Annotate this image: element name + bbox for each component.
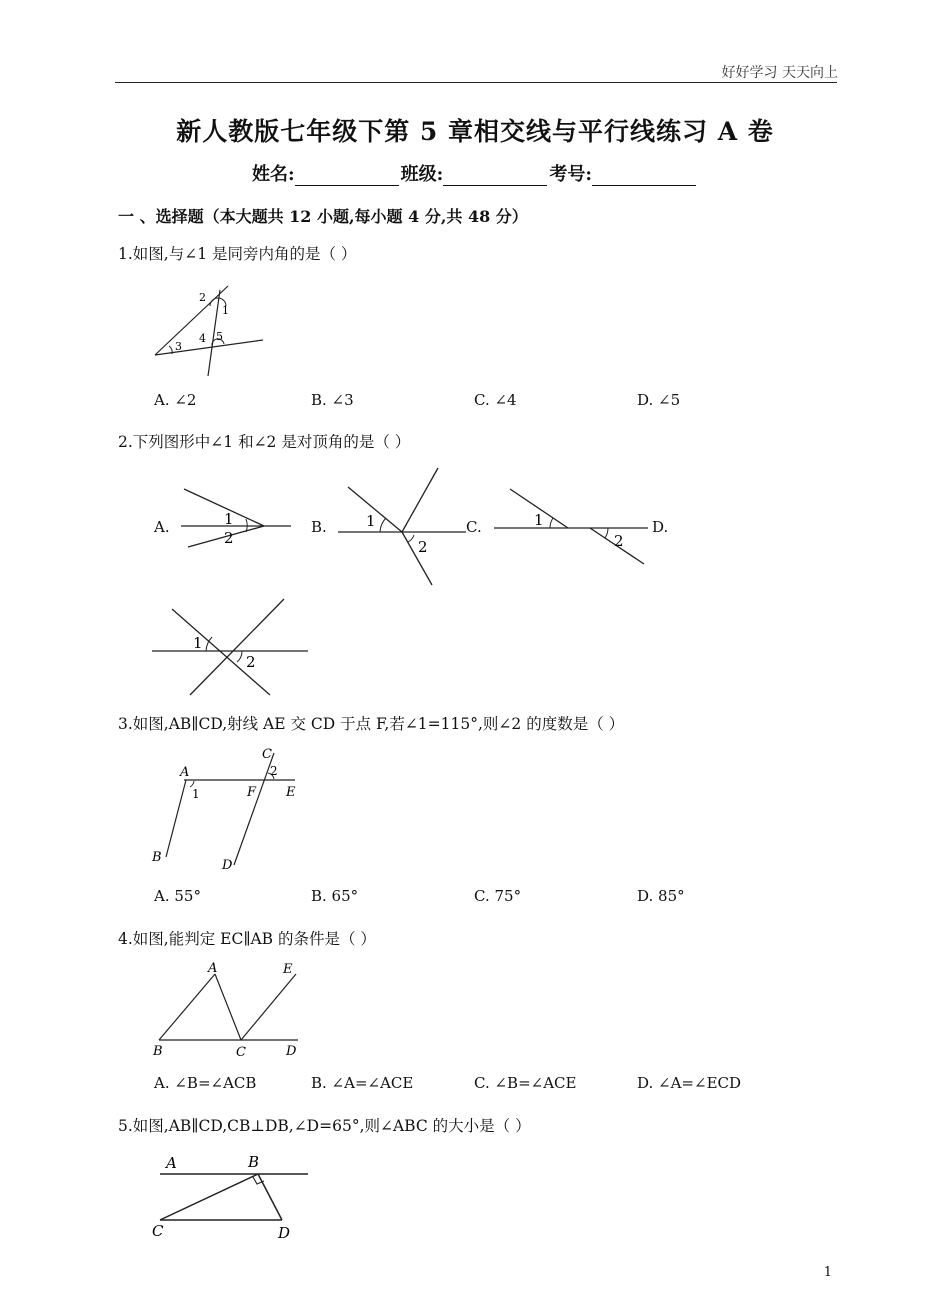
section-heading: 一 、选择题（本大题共 12 小题,每小题 4 分,共 48 分） — [118, 207, 528, 226]
q2-figure-c — [490, 485, 650, 570]
q4-label-d: D — [286, 1044, 297, 1059]
question-5-stem: 5.如图,AB∥CD,CB⊥DB,∠D=65°,则∠ABC 的大小是（ ） — [118, 1117, 531, 1135]
q2-option-b[interactable]: B. — [311, 518, 327, 536]
q1-label-1: 1 — [222, 304, 229, 317]
q1-option-b[interactable]: B. ∠3 — [311, 391, 354, 409]
q1-option-d[interactable]: D. ∠5 — [637, 391, 681, 409]
q2-option-d[interactable]: D. — [652, 518, 669, 536]
student-info — [0, 160, 950, 186]
q4-option-d[interactable]: D. ∠A=∠ECD — [637, 1074, 742, 1092]
page-title: 新人教版七年级下第 5 章相交线与平行线练习 A 卷 — [176, 117, 774, 146]
q1-label-3: 3 — [175, 340, 182, 353]
q3-label-e: E — [286, 785, 296, 800]
q1-option-c[interactable]: C. ∠4 — [474, 391, 517, 409]
question-5-figure — [150, 1150, 315, 1245]
q3-label-c: C — [262, 747, 272, 762]
q4-option-c[interactable]: C. ∠B=∠ACE — [474, 1074, 577, 1092]
q4-label-b: B — [153, 1044, 163, 1059]
q3-label-1: 1 — [192, 787, 200, 801]
exam-no-label: 考号: — [549, 164, 592, 185]
q3-option-b[interactable]: B. 65° — [311, 887, 359, 905]
q5-label-d: D — [278, 1224, 291, 1242]
q4-option-b[interactable]: B. ∠A=∠ACE — [311, 1074, 414, 1092]
q2-option-c[interactable]: C. — [466, 518, 482, 536]
q3-label-2: 2 — [270, 764, 278, 778]
question-1-stem: 1.如图,与∠1 是同旁内角的是（ ） — [118, 245, 357, 263]
question-1-figure — [150, 280, 270, 360]
q4-label-e: E — [283, 962, 293, 977]
q2a-label-2: 2 — [224, 529, 234, 547]
q2-figure-b — [336, 465, 471, 590]
q3-label-b: B — [152, 850, 162, 865]
name-blank[interactable] — [295, 167, 399, 186]
header-motto: 好好学习 天天向上 — [721, 65, 838, 81]
class-blank[interactable] — [443, 167, 547, 186]
q1-label-4: 4 — [199, 332, 206, 345]
question-3-stem: 3.如图,AB∥CD,射线 AE 交 CD 于点 F,若∠1=115°,则∠2 的度数是（ ） — [118, 715, 625, 733]
question-4-figure — [150, 958, 305, 1063]
q2-figure-d — [150, 595, 310, 700]
q3-label-a: A — [180, 765, 190, 780]
q2c-label-1: 1 — [534, 511, 544, 529]
q3-label-d: D — [222, 858, 233, 873]
q3-option-c[interactable]: C. 75° — [474, 887, 522, 905]
q1-label-5: 5 — [216, 330, 223, 343]
question-4-stem: 4.如图,能判定 EC∥AB 的条件是（ ） — [118, 930, 376, 948]
q4-label-a: A — [208, 961, 218, 976]
q2-figure-a — [176, 485, 296, 555]
page-number: 1 — [823, 1265, 832, 1280]
q3-label-f: F — [247, 785, 257, 800]
q5-label-b: B — [248, 1153, 260, 1171]
question-3-figure — [150, 745, 305, 875]
q3-option-a[interactable]: A. 55° — [154, 887, 201, 905]
q2d-label-2: 2 — [246, 653, 256, 671]
class-label: 班级: — [400, 164, 444, 185]
name-label: 姓名: — [252, 164, 295, 185]
q4-label-c: C — [236, 1045, 246, 1060]
q1-option-a[interactable]: A. ∠2 — [154, 391, 197, 409]
q3-option-d[interactable]: D. 85° — [637, 887, 685, 905]
q2-option-a[interactable]: A. — [154, 518, 170, 536]
q2a-label-1: 1 — [224, 510, 234, 528]
q2c-label-2: 2 — [614, 532, 624, 550]
exam-no-blank[interactable] — [592, 167, 696, 186]
q1-label-2: 2 — [199, 291, 206, 304]
q2b-label-2: 2 — [418, 538, 428, 556]
q4-option-a[interactable]: A. ∠B=∠ACB — [154, 1074, 257, 1092]
q2b-label-1: 1 — [366, 512, 376, 530]
q5-label-c: C — [152, 1222, 164, 1240]
q2d-label-1: 1 — [193, 634, 203, 652]
question-2-stem: 2.下列图形中∠1 和∠2 是对顶角的是（ ） — [118, 433, 411, 451]
header-rule — [115, 82, 837, 83]
q5-label-a: A — [166, 1154, 177, 1172]
